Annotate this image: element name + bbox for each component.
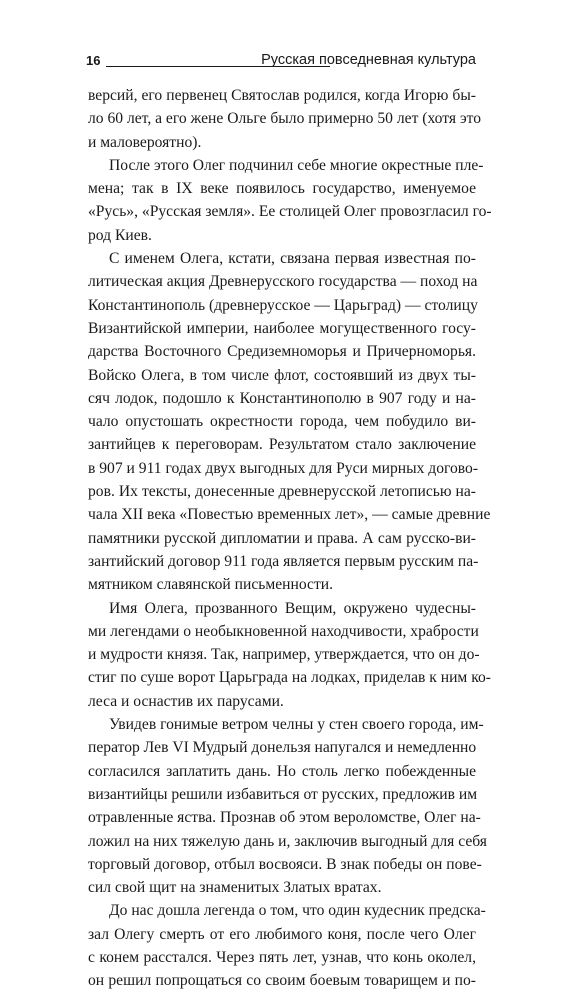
text-line: памятники русской дипломатии и права. А сам русско-ви- bbox=[88, 529, 476, 547]
text-line: мена; так в IX веке появилось государство, именуемое bbox=[88, 180, 476, 198]
text-line: С именем Олега, кстати, связана первая известная по- bbox=[109, 250, 476, 268]
text-line: «Русь», «Русская земля». Ее столицей Олег провозгласил го- bbox=[88, 203, 492, 221]
text-line: чала XII века «Повестью временных лет», — самые древние bbox=[88, 506, 491, 524]
running-title: Русская повседневная культура bbox=[261, 52, 476, 68]
text-line: ло 60 лет, а его жене Ольге было примерно 50 лет (хотя это bbox=[88, 110, 482, 128]
text-line: литическая акция Древнерусского государства — поход на bbox=[88, 273, 478, 291]
text-line: ми легендами о необыкновенной находчивости, храбрости bbox=[88, 622, 479, 640]
text-line: торговый договор, отбыл восвояси. В знак победы он повe- bbox=[88, 855, 482, 873]
text-line: он решил попрощаться со своим боевым товарищем и по- bbox=[88, 972, 476, 990]
paragraph bbox=[88, 154, 492, 247]
body-text bbox=[88, 84, 492, 993]
text-line: и мудрости князя. Так, например, утверждается, что он до- bbox=[88, 646, 480, 664]
paragraph bbox=[88, 713, 487, 899]
text-line: согласился заплатить дань. Но столь легко побежденные bbox=[88, 762, 476, 780]
paragraph bbox=[88, 899, 486, 992]
text-line: сяч лодок, подошло к Константинополю в 907 году и на- bbox=[88, 389, 476, 407]
text-line: византийцы решили избавиться от русских, предложив им bbox=[88, 785, 478, 803]
text-line: Имя Олега, прозванного Вещим, окружено чудесны- bbox=[109, 599, 476, 617]
text-line: и маловероятно). bbox=[88, 133, 202, 151]
text-line: в 907 и 911 годах двух выгодных для Руси мирных догово- bbox=[88, 459, 479, 477]
text-line: леса и оснастив их парусами. bbox=[88, 692, 284, 710]
text-line: отравленные яства. Прознав об этом вероломстве, Олег на- bbox=[88, 809, 481, 827]
text-line: ров. Их тексты, донесенные древнерусской летописью на- bbox=[88, 483, 476, 501]
page-header bbox=[86, 52, 476, 74]
text-line: стиг по суше ворот Царьграда на лодках, приделав к ним ко- bbox=[88, 669, 491, 687]
text-line: Войско Олега, в том числе флот, состоявший из двух ты- bbox=[88, 366, 476, 384]
page-number: 16 bbox=[86, 53, 101, 68]
text-line: чало опустошать окрестности города, чем побудило ви- bbox=[88, 413, 476, 431]
text-line: зантийский договор 911 года является первым русским па- bbox=[88, 552, 479, 570]
text-line: ложил на них тяжелую дань и, заключив выгодный для себя bbox=[88, 832, 487, 850]
paragraph bbox=[88, 247, 491, 596]
text-line: зантийцев к переговорам. Результатом стало заключение bbox=[88, 436, 476, 454]
text-line: с конем расстался. Через пять лет, узнав, что конь околел, bbox=[88, 948, 476, 966]
text-line: После этого Олег подчинил себе многие окрестные пле- bbox=[109, 156, 484, 174]
text-line: До нас дошла легенда о том, что один кудесник предска- bbox=[109, 902, 486, 920]
text-line: дарства Восточного Средиземноморья и Причерноморья. bbox=[88, 343, 476, 361]
paragraph bbox=[88, 84, 482, 154]
text-line: сил свой щит на знаменитых Златых вратах. bbox=[88, 879, 382, 897]
text-line: род Киев. bbox=[88, 226, 152, 244]
text-line: Константинополь (древнерусское — Царьград) — столицу bbox=[88, 296, 478, 314]
text-line: ператор Лев VI Мудрый донельзя напугался и немедленно bbox=[88, 739, 477, 757]
text-line: версий, его первенец Святослав родился, когда Игорю бы- bbox=[88, 87, 476, 104]
text-line: Византийской империи, наиболее могущественного госу- bbox=[88, 319, 476, 337]
text-line: мятником славянской письменности. bbox=[88, 576, 334, 594]
text-line: зал Олегу смерть от его любимого коня, после чего Олег bbox=[88, 925, 476, 943]
paragraph bbox=[88, 597, 491, 713]
text-line: Увидев гонимые ветром челны у стен своего города, им- bbox=[109, 716, 484, 734]
